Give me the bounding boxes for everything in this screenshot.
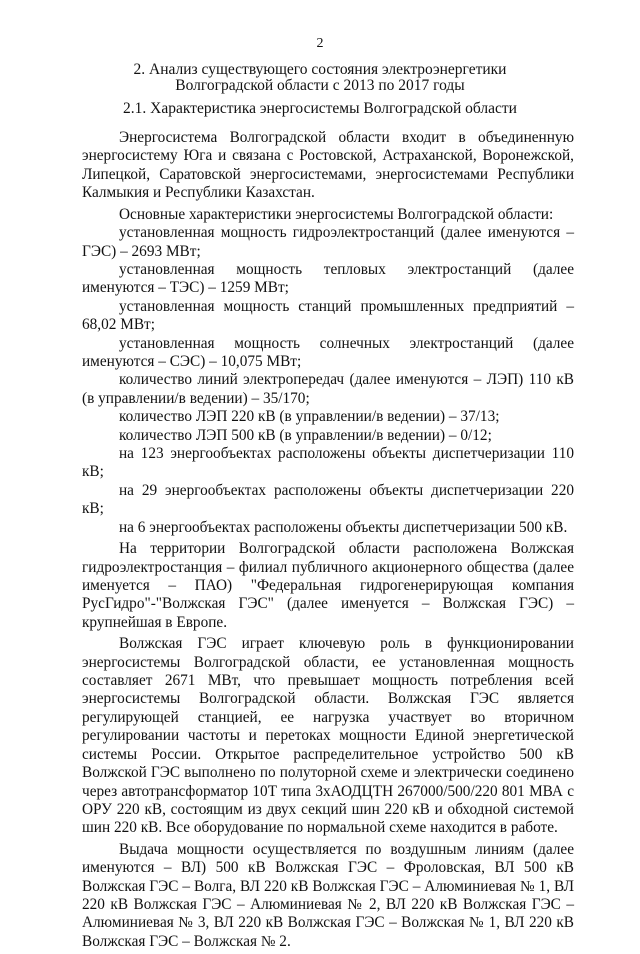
- list-item-lines-500kv: количество ЛЭП 500 кВ (в управлении/в ведении) – 0/12;: [119, 426, 492, 444]
- section-heading-line-1: 2. Анализ существующего состояния электроэнергетики: [133, 61, 507, 78]
- list-item-dispatch-220kv: на 29 энергообъектах расположены объекты диспетчеризации 220 кВ;: [82, 481, 574, 518]
- subsection-heading: 2.1. Характеристика энергосистемы Волгоградской области: [123, 100, 517, 117]
- paragraph-characteristics-title: Основные характеристики энергосистемы Волгоградской области:: [119, 205, 554, 223]
- list-item-solar-capacity: установленная мощность солнечных электростанций (далее именуются – СЭС) – 10,075 МВт;: [82, 334, 574, 370]
- document-body: [82, 129, 574, 954]
- paragraph-power-output-lines: Выдача мощности осуществляется по воздушным линиям (далее именуются – ВЛ) 500 кВ Волжская ГЭС – Фроловская, ВЛ 500 кВ Волжская ГЭС – Волга, ВЛ 220 кВ Волжская ГЭС – Алюминиевая № 1, ВЛ 220 кВ Волжская ГЭС – Алюминиевая № 2, ВЛ 220 кВ Волжская ГЭС – Алюминиевая № 3, ВЛ 220 кВ Волжская ГЭС – Волжская № 1, ВЛ 220 кВ Волжская ГЭС – Волжская № 2.: [82, 840, 574, 950]
- list-item-hydro-capacity: установленная мощность гидроэлектростанций (далее именуются – ГЭС) – 2693 МВт;: [82, 224, 574, 260]
- list-item-lines-220kv: количество ЛЭП 220 кВ (в управлении/в ведении) – 37/13;: [119, 408, 500, 426]
- list-item-lines-110kv: количество линий электропередач (далее именуются – ЛЭП) 110 кВ (в управлении/в ведении) – 35/170;: [82, 371, 574, 407]
- paragraph-volzhskaya-hpp: На территории Волгоградской области расположена Волжская гидроэлектростанция – филиал публичного акционерного общества (далее именуется – ПАО) "Федеральная гидрогенерирующая компания РусГидро"-"Волжская ГЭС" (далее именуется – Волжская ГЭС) – крупнейшая в Европе.: [82, 540, 574, 631]
- paragraph-intro: Энергосистема Волгоградской области входит в объединенную энергосистему Юга и связана с Ростовской, Астраханской, Воронежской, Липецкой, Саратовской энергосистемами, энергосистемами Республики Калмыкия и Республики Казахстан.: [82, 129, 574, 202]
- paragraph-volzhskaya-role: Волжская ГЭС играет ключевую роль в функционировании энергосистемы Волгоградской области, ее установленная мощность составляет 2671 МВт, что превышает мощность потребления всей энергосистемы Волгоградской области. Волжская ГЭС является регулирующей станцией, ее нагрузка участвует во вторичном регулировании частоты и перетоках мощности Единой энергетической системы России. Открытое распределительное устройство 500 кВ Волжской ГЭС выполнено по полуторной схеме и электрически соединено через автотрансформатор 10Т типа 3хАОДЦТН 267000/500/220 801 МВА с ОРУ 220 кВ, состоящим из двух секций шин 220 кВ и обходной системой шин 220 кВ. Все оборудование по нормальной схеме находится в работе.: [82, 635, 574, 837]
- list-item-industrial-capacity: установленная мощность станций промышленных предприятий – 68,02 МВт;: [82, 297, 574, 334]
- list-item-thermal-capacity: установленная мощность тепловых электростанций (далее именуются – ТЭС) – 1259 МВт;: [82, 260, 574, 297]
- section-heading-line-2: Волгоградской области с 2013 по 2017 годы: [175, 77, 465, 94]
- section-heading: [60, 62, 580, 94]
- list-item-dispatch-500kv: на 6 энергообъектах расположены объекты диспетчеризации 500 кВ.: [119, 518, 568, 536]
- list-item-dispatch-110kv: на 123 энергообъектах расположены объекты диспетчеризации 110 кВ;: [82, 445, 574, 481]
- page-number: 2: [316, 36, 324, 51]
